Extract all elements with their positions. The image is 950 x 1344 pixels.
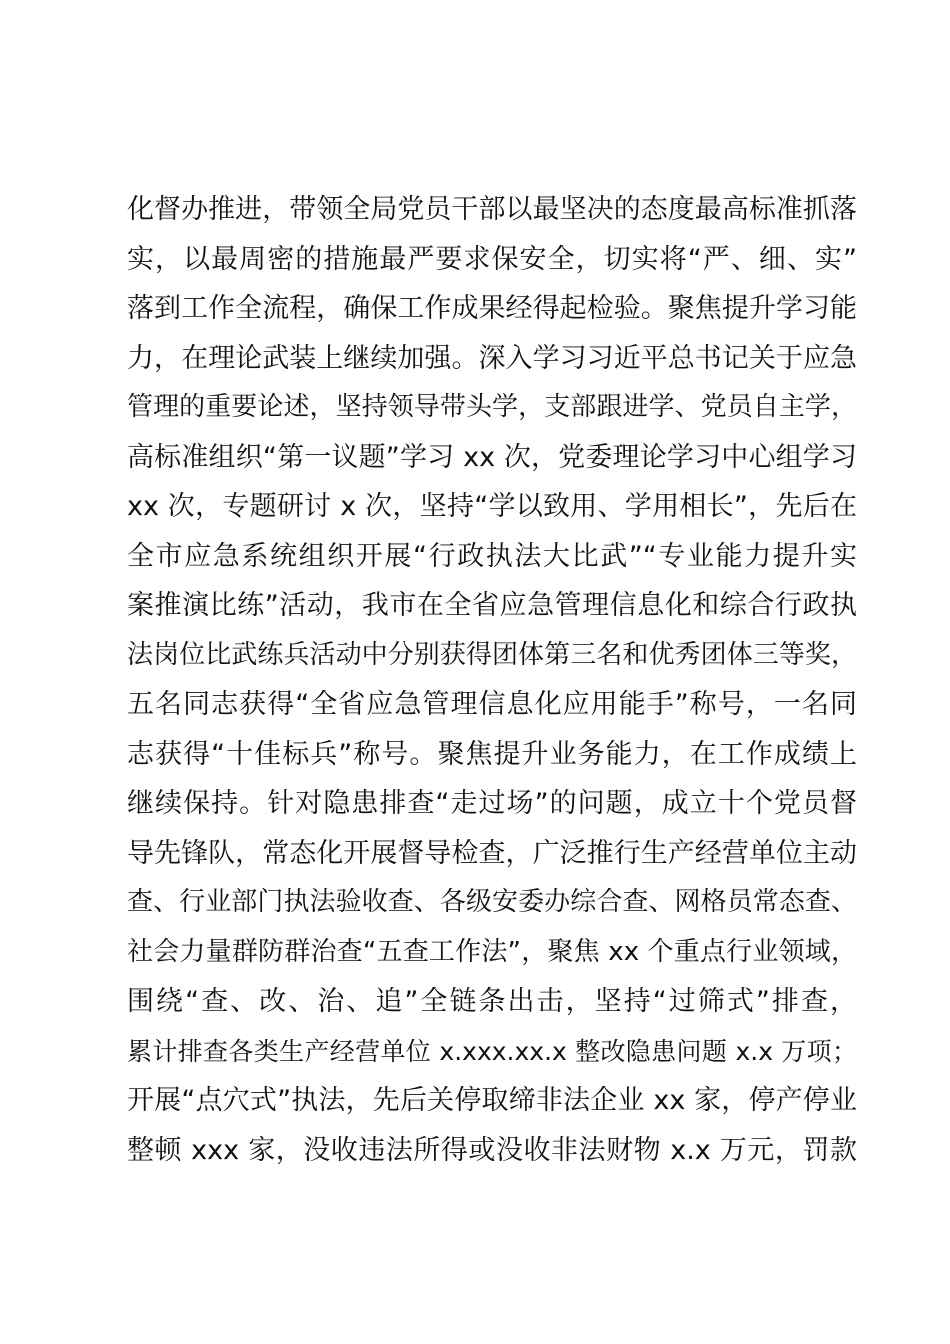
text-line: 围绕“查、改、治、追”全链条出击，坚持“过筛式”排查， [127, 986, 857, 1017]
text-line: 累计排查各类生产经营单位 x.xxx.xx.x 整改隐患问题 x.x 万项； [127, 1036, 857, 1066]
text-line: 整顿 xxx 家，没收违法所得或没收非法财物 x.x 万元，罚款 [127, 1134, 857, 1166]
text-line: 管理的重要论述，坚持领导带头学，支部跟进学、党员自主学， [127, 392, 857, 422]
text-line: 力，在理论武装上继续加强。深入学习习近平总书记关于应急 [127, 342, 857, 374]
text-line: 实，以最周密的措施最严要求保安全，切实将“严、细、实” [127, 243, 857, 275]
text-line: 导先锋队，常态化开展督导检查，广泛推行生产经营单位主动 [127, 837, 857, 869]
text-line: 全市应急系统组织开展“行政执法大比武”“专业能力提升实 [127, 540, 857, 572]
text-line: 查、行业部门执法验收查、各级安委办综合查、网格员常态查、 [127, 887, 857, 917]
text-line: 化督办推进，带领全局党员干部以最坚决的态度最高标准抓落 [127, 194, 857, 225]
text-line: 高标准组织“第一议题”学习 xx 次，党委理论学习中心组学习 [127, 441, 857, 473]
text-line: 志获得“十佳标兵”称号。聚焦提升业务能力，在工作成绩上 [127, 738, 857, 770]
text-line: 法岗位比武练兵活动中分别获得团体第三名和优秀团体三等奖， [127, 639, 857, 670]
text-line: 落到工作全流程，确保工作成果经得起检验。聚焦提升学习能 [127, 293, 857, 324]
body-paragraph [127, 185, 857, 1175]
text-line: xx 次，专题研讨 x 次，坚持“学以致用、学用相长”，先后在 [127, 491, 857, 522]
text-line: 开展“点穴式”执法，先后关停取缔非法企业 xx 家，停产停业 [127, 1085, 857, 1116]
text-line: 五名同志获得“全省应急管理信息化应用能手”称号，一名同 [127, 689, 857, 720]
text-line: 继续保持。针对隐患排查“走过场”的问题，成立十个党员督 [127, 788, 857, 819]
text-line: 案推演比练”活动，我市在全省应急管理信息化和综合行政执 [127, 590, 857, 621]
text-line: 社会力量群防群治查“五查工作法”，聚焦 xx 个重点行业领域， [127, 936, 857, 967]
